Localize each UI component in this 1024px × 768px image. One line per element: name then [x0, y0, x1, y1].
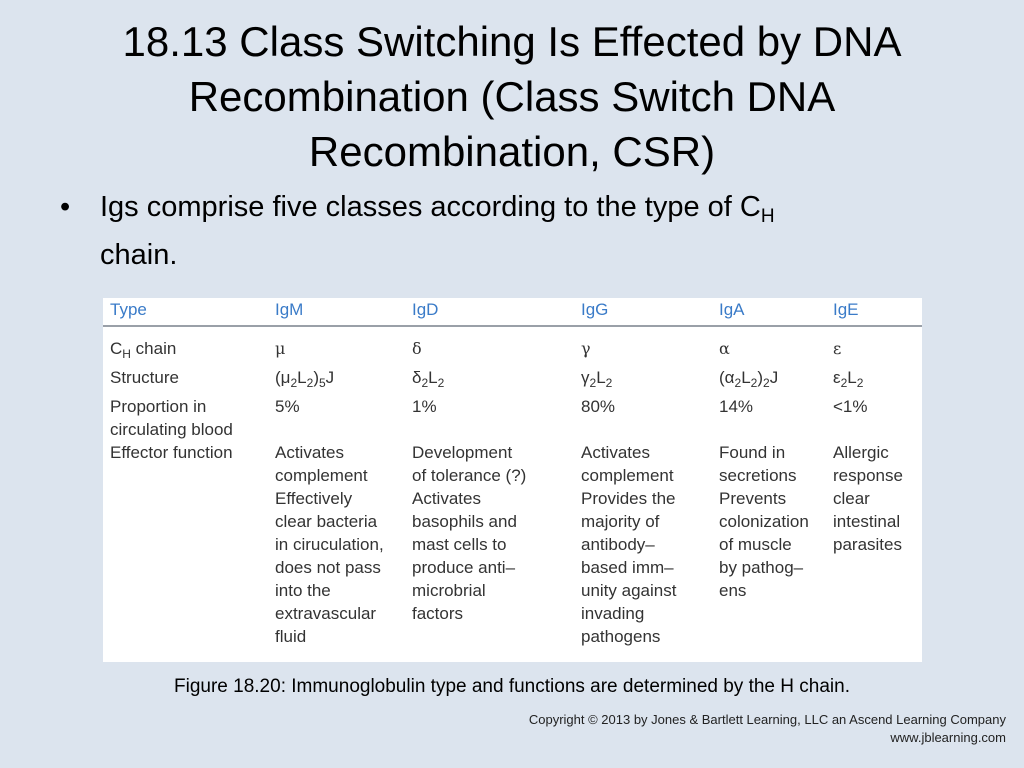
slide-title: [40, 14, 984, 179]
cell-ch-igd: δ: [412, 339, 422, 358]
bullet-text-end: chain.: [100, 239, 178, 271]
effector-line: clear bacteria: [275, 512, 378, 531]
effector-line: produce anti–: [412, 558, 516, 577]
cell-ch-iga: α: [719, 339, 730, 358]
copyright-notice: [529, 711, 1006, 747]
cell-proportion-igd: 1%: [412, 397, 437, 416]
cell-structure-igd: $\delta_2L_2$: [412, 368, 445, 390]
table-header-row: [103, 298, 922, 326]
cell-effector-iga: [712, 441, 826, 648]
effector-line: extravascular: [275, 604, 377, 623]
effector-line: unity against: [581, 581, 677, 600]
effector-line: colonization: [719, 512, 809, 531]
cell-proportion-iga: 14%: [719, 397, 754, 416]
effector-line: by pathog–: [719, 558, 804, 577]
effector-line: clear: [833, 489, 870, 508]
effector-line: majority of: [581, 512, 660, 531]
bullet-text-main: Igs comprise five classes according to the type of C: [100, 191, 761, 223]
effector-line: in ciruculation,: [275, 535, 384, 554]
cell-structure-igg: $\gamma_2L_2$: [581, 368, 613, 390]
effector-line: complement: [581, 466, 674, 485]
effector-line: basophils and: [412, 512, 517, 531]
row-label-effector: Effector function: [110, 443, 233, 462]
cell-ch-igm: μ: [275, 339, 286, 358]
row-label-ch-chain: [103, 326, 268, 366]
effector-line: Effectively: [275, 489, 353, 508]
effector-line: secretions: [719, 466, 797, 485]
cell-ch-igg: γ: [581, 339, 591, 358]
effector-line: pathogens: [581, 627, 661, 646]
row-label-proportion: Proportion in circulating blood: [110, 397, 233, 439]
ch-label-rest: chain: [130, 339, 177, 358]
effector-line: parasites: [833, 535, 902, 554]
table-row-proportion: [103, 395, 922, 441]
effector-line: based imm–: [581, 558, 674, 577]
cell-structure-ige: $\varepsilon_2L_2$: [833, 368, 864, 390]
publisher-url: www.jblearning.com: [890, 730, 1006, 745]
effector-line: mast cells to: [412, 535, 507, 554]
effector-line: into the: [275, 581, 331, 600]
title-line-1: 18.13 Class Switching Is Effected by DNA: [122, 18, 902, 65]
table-row-ch-chain: [103, 326, 922, 366]
effector-line: microbrial: [412, 581, 486, 600]
effector-line: invading: [581, 604, 645, 623]
cell-effector-igg: [574, 441, 712, 648]
header-iga: IgA: [712, 298, 826, 326]
header-ige: IgE: [826, 298, 922, 326]
copyright-line: Copyright © 2013 by Jones & Bartlett Learning, LLC an Ascend Learning Company: [528, 712, 1006, 727]
header-igd: IgD: [405, 298, 574, 326]
effector-line: Found in: [719, 443, 786, 462]
effector-line: antibody–: [581, 535, 655, 554]
effector-line: fluid: [275, 627, 307, 646]
cell-ch-ige: ε: [833, 339, 842, 358]
header-igm: IgM: [268, 298, 405, 326]
header-igg: IgG: [574, 298, 712, 326]
effector-line: ens: [719, 581, 747, 600]
figure-caption: Figure 18.20: Immunoglobulin type and functions are determined by the H chain.: [174, 676, 850, 697]
effector-line: Allergic: [833, 443, 889, 462]
effector-line: complement: [275, 466, 368, 485]
effector-line: Activates: [581, 443, 650, 462]
bullet-subscript: H: [760, 206, 775, 227]
ch-label-c: C: [110, 339, 123, 358]
cell-proportion-igg: 80%: [581, 397, 616, 416]
table-row-structure: [103, 366, 922, 395]
cell-proportion-igm: 5%: [275, 397, 300, 416]
effector-line: response: [833, 466, 903, 485]
header-type: Type: [103, 298, 268, 326]
effector-line: does not pass: [275, 558, 381, 577]
effector-line: Provides the: [581, 489, 676, 508]
cell-effector-igd: [405, 441, 574, 648]
title-line-2: Recombination (Class Switch DNA: [188, 73, 836, 120]
table-row-effector: [103, 441, 922, 648]
title-line-3: Recombination, CSR): [308, 128, 716, 175]
effector-line: factors: [412, 604, 464, 623]
effector-line: Prevents: [719, 489, 787, 508]
effector-line: intestinal: [833, 512, 901, 531]
ch-label-sub: H: [122, 347, 131, 361]
cell-structure-igm: $(\mu_2L_2)_5J$: [275, 368, 335, 390]
effector-line: of muscle: [719, 535, 792, 554]
row-label-structure: Structure: [110, 368, 179, 387]
effector-line: Development: [412, 443, 513, 462]
bullet-point: [60, 188, 940, 275]
effector-line: Activates: [412, 489, 481, 508]
cell-structure-iga: $(\alpha_2L_2)_2J$: [719, 368, 779, 390]
cell-effector-ige: [826, 441, 922, 648]
immunoglobulin-table: [103, 298, 922, 648]
cell-proportion-ige: <1%: [833, 397, 868, 416]
bullet-text: [100, 188, 940, 275]
effector-line: Activates: [275, 443, 344, 462]
figure-table-image: [103, 298, 922, 662]
effector-line: of tolerance (?): [412, 466, 527, 485]
cell-effector-igm: [268, 441, 405, 648]
bullet-marker: •: [60, 191, 71, 223]
